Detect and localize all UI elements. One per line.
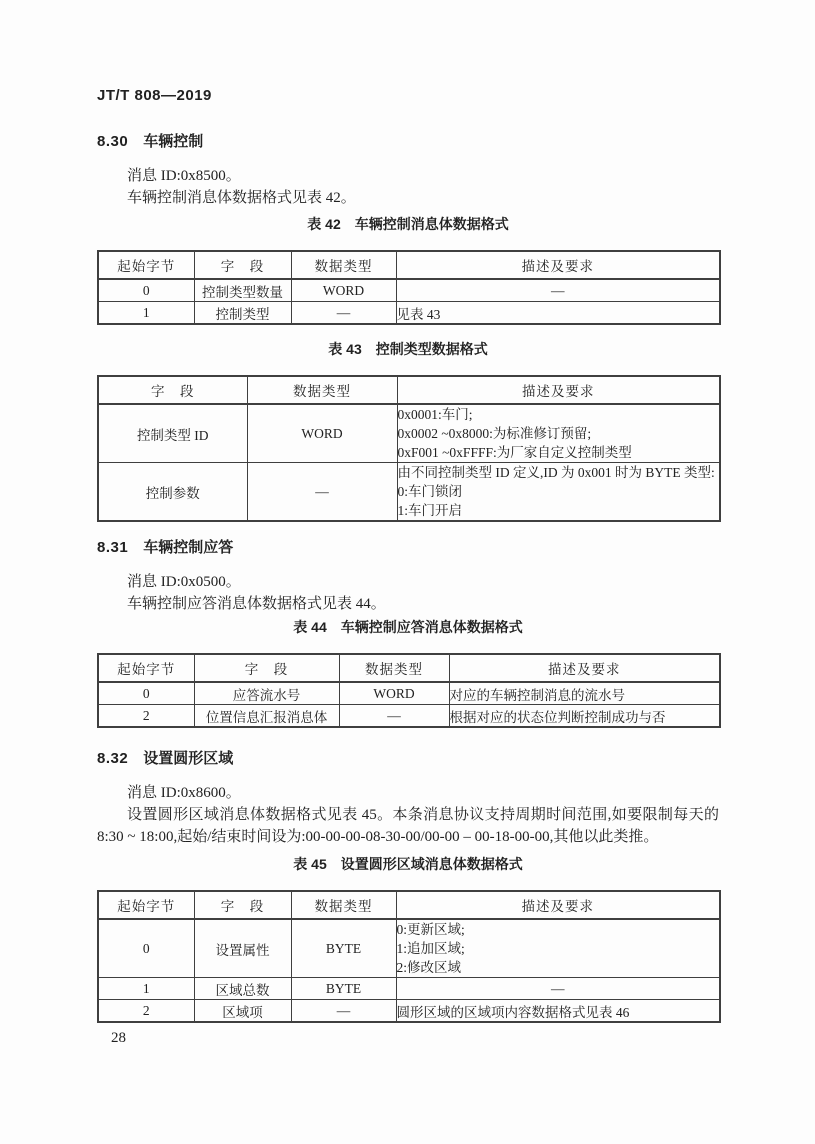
cell-start-byte: 1 — [98, 302, 194, 325]
paragraph-see-table-42: 车辆控制消息体数据格式见表 42。 — [127, 190, 356, 206]
cell-description — [397, 463, 720, 522]
cell-field: 控制类型 — [194, 302, 291, 325]
section-title: 车辆控制应答 — [143, 539, 234, 556]
column-header-field: 字 段 — [194, 891, 291, 919]
table-45-caption: 表 45 设置圆形区域消息体数据格式 — [293, 856, 523, 872]
table-row — [98, 279, 720, 302]
cell-data-type: WORD — [291, 279, 396, 302]
description-line: 0x0002 ~0x8000:为标准修订预留; — [397, 426, 592, 441]
section-heading-8-32 — [97, 750, 719, 767]
section-title: 车辆控制 — [143, 133, 204, 150]
cell-data-type: BYTE — [291, 978, 396, 1000]
description-line: 1:车门开启 — [397, 503, 463, 518]
table-row — [98, 919, 720, 978]
table-row — [98, 302, 720, 325]
section-number: 8.31 — [97, 539, 129, 556]
table-row — [98, 705, 720, 728]
table-43-header-row — [98, 376, 720, 404]
description-line: 0:更新区域; — [396, 922, 465, 937]
cell-data-type: BYTE — [291, 919, 396, 978]
paragraph-message-id-8600: 消息 ID:0x8600。 — [127, 785, 241, 801]
table-44-caption: 表 44 车辆控制应答消息体数据格式 — [293, 619, 523, 635]
column-header-description: 描述及要求 — [396, 891, 720, 919]
column-header-data-type: 数据类型 — [339, 654, 449, 682]
cell-field: 控制类型数量 — [194, 279, 291, 302]
cell-start-byte: 0 — [98, 682, 194, 705]
cell-data-type: WORD — [339, 682, 449, 705]
description-line: 0xF001 ~0xFFFF:为厂家自定义控制类型 — [397, 445, 632, 460]
column-header-start-byte: 起始字节 — [98, 891, 194, 919]
section-heading-8-30 — [97, 133, 719, 150]
paragraph-message-id-8500: 消息 ID:0x8500。 — [127, 168, 241, 184]
section-heading-8-31 — [97, 539, 719, 556]
column-header-start-byte: 起始字节 — [98, 654, 194, 682]
table-44 — [97, 653, 721, 728]
section-number: 8.32 — [97, 750, 129, 767]
description-line: 2:修改区域 — [396, 960, 462, 975]
cell-data-type: WORD — [247, 404, 397, 463]
cell-data-type: — — [247, 463, 397, 522]
column-header-field: 字 段 — [194, 654, 339, 682]
column-header-start-byte: 起始字节 — [98, 251, 194, 279]
cell-field: 位置信息汇报消息体 — [194, 705, 339, 728]
column-header-description: 描述及要求 — [397, 376, 720, 404]
description-line: 由不同控制类型 ID 定义,ID 为 0x001 时为 BYTE 类型: — [397, 465, 715, 480]
table-row — [98, 404, 720, 463]
cell-data-type: — — [291, 302, 396, 325]
section-title: 设置圆形区域 — [143, 750, 234, 767]
page-number: 28 — [111, 1030, 126, 1046]
cell-field: 设置属性 — [194, 919, 291, 978]
cell-start-byte: 0 — [98, 919, 194, 978]
cell-description: 根据对应的状态位判断控制成功与否 — [449, 705, 720, 728]
table-row — [98, 1000, 720, 1023]
column-header-field: 字 段 — [98, 376, 247, 404]
cell-description: 圆形区域的区域项内容数据格式见表 46 — [396, 1000, 720, 1023]
cell-field: 区域总数 — [194, 978, 291, 1000]
table-42-header-row — [98, 251, 720, 279]
cell-start-byte: 2 — [98, 1000, 194, 1023]
table-45-header-row — [98, 891, 720, 919]
table-row — [98, 682, 720, 705]
section-number: 8.30 — [97, 133, 129, 150]
cell-description — [397, 404, 720, 463]
table-row — [98, 978, 720, 1000]
table-42 — [97, 250, 721, 325]
cell-data-type: — — [291, 1000, 396, 1023]
cell-start-byte: 0 — [98, 279, 194, 302]
cell-start-byte: 1 — [98, 978, 194, 1000]
paragraph-see-table-44: 车辆控制应答消息体数据格式见表 44。 — [127, 596, 386, 612]
cell-field: 控制参数 — [98, 463, 247, 522]
cell-description: — — [396, 978, 720, 1000]
cell-start-byte: 2 — [98, 705, 194, 728]
column-header-field: 字 段 — [194, 251, 291, 279]
cell-data-type: — — [339, 705, 449, 728]
column-header-description: 描述及要求 — [449, 654, 720, 682]
paragraph-circular-area: 设置圆形区域消息体数据格式见表 45。本条消息协议支持周期时间范围,如要限制每天的 8:30 ~ 18:00,起始/结束时间设为:00-00-00-08-30-00/00-00 – 00-18-00-00,其他以此类推。 — [97, 807, 719, 845]
table-43 — [97, 375, 721, 522]
table-44-header-row — [98, 654, 720, 682]
paragraph-message-id-0500: 消息 ID:0x0500。 — [127, 574, 241, 590]
cell-field: 应答流水号 — [194, 682, 339, 705]
cell-field: 区域项 — [194, 1000, 291, 1023]
cell-description: 对应的车辆控制消息的流水号 — [449, 682, 720, 705]
description-line: 1:追加区域; — [396, 941, 465, 956]
description-line: 0x0001:车门; — [397, 407, 473, 422]
table-43-caption: 表 43 控制类型数据格式 — [328, 341, 488, 357]
cell-description: — — [396, 279, 720, 302]
table-42-caption: 表 42 车辆控制消息体数据格式 — [307, 216, 509, 232]
column-header-data-type: 数据类型 — [247, 376, 397, 404]
table-45 — [97, 890, 721, 1023]
doc-code-header: JT/T 808—2019 — [97, 87, 212, 104]
cell-description: 见表 43 — [396, 302, 720, 325]
cell-field: 控制类型 ID — [98, 404, 247, 463]
column-header-description: 描述及要求 — [396, 251, 720, 279]
column-header-data-type: 数据类型 — [291, 891, 396, 919]
description-line: 0:车门锁闭 — [397, 484, 463, 499]
column-header-data-type: 数据类型 — [291, 251, 396, 279]
table-row — [98, 463, 720, 522]
cell-description — [396, 919, 720, 978]
